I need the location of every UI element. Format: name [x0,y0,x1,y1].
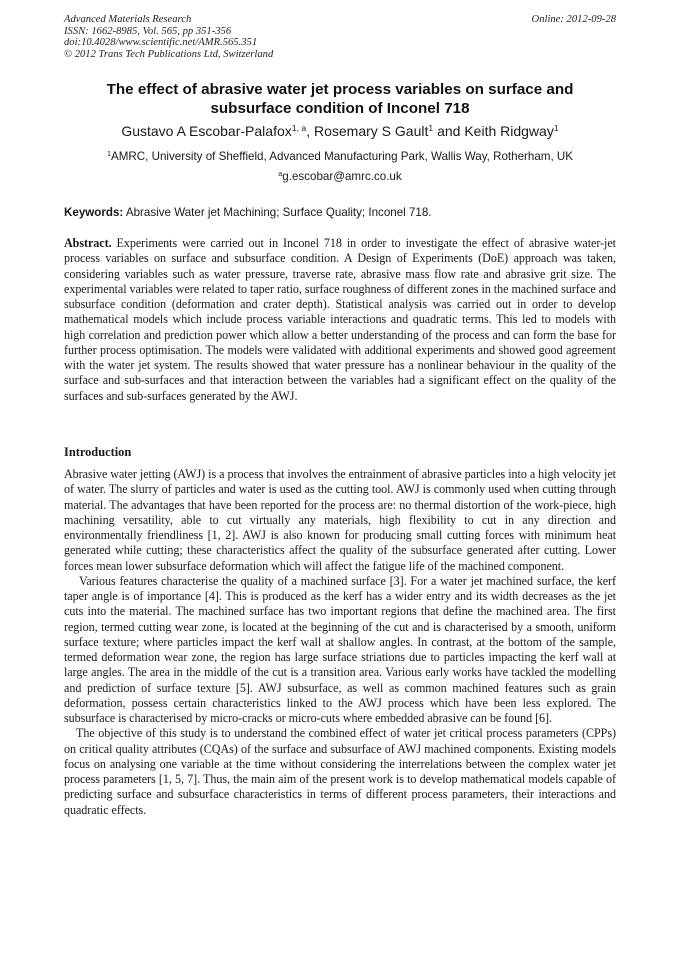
keywords-text: Abrasive Water jet Machining; Surface Quality; Inconel 718. [123,206,432,219]
affiliation-text: AMRC, University of Sheffield, Advanced Manufacturing Park, Wallis Way, Rotherham, UK [111,150,573,163]
keywords-label: Keywords: [64,206,124,219]
author-affiliation-mark: 1 [553,123,559,134]
paragraph: Abrasive water jetting (AWJ) is a process that involves the entrainment of abrasive particles into a high velocity jet of water. The slurry of particles and water is used as the cutting tool. AWJ is commonly used when cutting through material. The advantages that have been reported for the process are: no thermal distortion of the work-piece, high machining versatility, able to cut virtually any materials, high flexibility to cut in any direction and environmentally friendliness [1, 2]. AWJ is also known for producing small cutting forces with minimum heat generated while cutting; these characteristics affect the quality of the subsurface generated after cutting. Lower forces mean lower subsurface deformation which will affect the fatigue life of the machined component. [64,467,616,573]
journal-issn: ISSN: 1662-8985, Vol. 565, pp 351-356 [64,25,232,37]
affiliation-mark: 1 [107,149,111,159]
journal-copyright: © 2012 Trans Tech Publications Ltd, Switzerland [64,48,274,60]
paper-title: The effect of abrasive water jet process variables on surface and subsurface condition of Inconel 718 [106,81,574,117]
author-affiliation-mark: 1 [428,123,434,134]
abstract [64,236,616,404]
abstract-text: Experiments were carried out in Inconel 718 in order to investigate the effect of abrasive water-jet process variables on surface and subsurface condition. A Design of Experiments (DoE) approach was taken, considering variables such as water pressure, traverse rate, abrasive mass flow rate and abrasive grit size. The experimental variables were related to taper ratio, surface roughness of different zones in the machined surface and subsurface condition (deformation and crater depth). Statistical analysis was carried out in order to develop mathematical models which include process variable interactions and quadratic terms. This led to models with high correlation and prediction power which allow a better understanding of the process and can form the base for further process optimisation. The models were validated with additional experiments and showed good agreement with the water jet system. The results showed that water pressure has a nonlinear behaviour in the quality of the surface and sub-surfaces and that interaction between the variables had a significant effect on the quality of the surfaces and sub-surfaces generated by the AWJ. [64,236,616,403]
section-heading-introduction: Introduction [64,445,132,459]
author-name: Rosemary S Gault [314,123,429,139]
author-name: Keith Ridgway [464,123,554,139]
journal-name: Advanced Materials Research [64,14,192,25]
author-affiliation-mark: 1, a [291,123,307,134]
paragraph: The objective of this study is to understand the combined effect of water jet critical process parameters (CPPs) on critical quality attributes (CQAs) of the surface and subsurface of AWJ machined components. Existing models focus on analysing one variable at the time without considering the interrelations between the complex water jet process parameters [1, 5, 7]. Thus, the main aim of the present work is to develop mathematical models capable of predicting surface and subsurface characteristics in terms of different process parameters, their interactions and quadratic effects. [64,726,616,817]
journal-doi: doi:10.4028/www.scientific.net/AMR.565.351 [64,37,258,49]
abstract-label: Abstract. [64,236,112,250]
email-mark: a [278,169,283,179]
online-date: Online: 2012-09-28 [531,14,616,25]
introduction-body [64,467,616,818]
keywords [64,206,616,220]
paragraph: Various features characterise the quality of a machined surface [3]. For a water jet machined surface, the kerf taper angle is of importance [4]. This is produced as the kerf has a wider entry and its width decreases as the jet cuts into the material. The machined surface has two important regions that define the machined area. The first region, termed cutting wear zone, is located at the beginning of the cut and is characterised by a smooth, uniform surface texture; where particles impact the kerf wall at shallow angles. In contrast, at the bottom of the sample, termed deformation wear zone, the region has large surface striations due to particles impacting the kerf wall at large angles. The area in the middle of the cut is a transition area. Various early works have tackled the modelling and prediction of surface texture [5]. AWJ subsurface, as well as common machined features such as grain deformation, possess certain characteristics linked to the AWJ process which have been less explored. The subsurface is characterised by micro-cracks or micro-cuts where embedded abrasive can be found [6]. [64,573,616,725]
author-list [40,122,640,140]
journal-header [64,14,616,60]
affiliation [40,150,640,164]
contact-email [40,170,640,184]
author-separator: and [433,123,465,139]
author-name: Gustavo A Escobar-Palafox [121,123,292,139]
author-separator: , [306,123,314,139]
email-address[interactable]: g.escobar@amrc.co.uk [282,170,402,183]
